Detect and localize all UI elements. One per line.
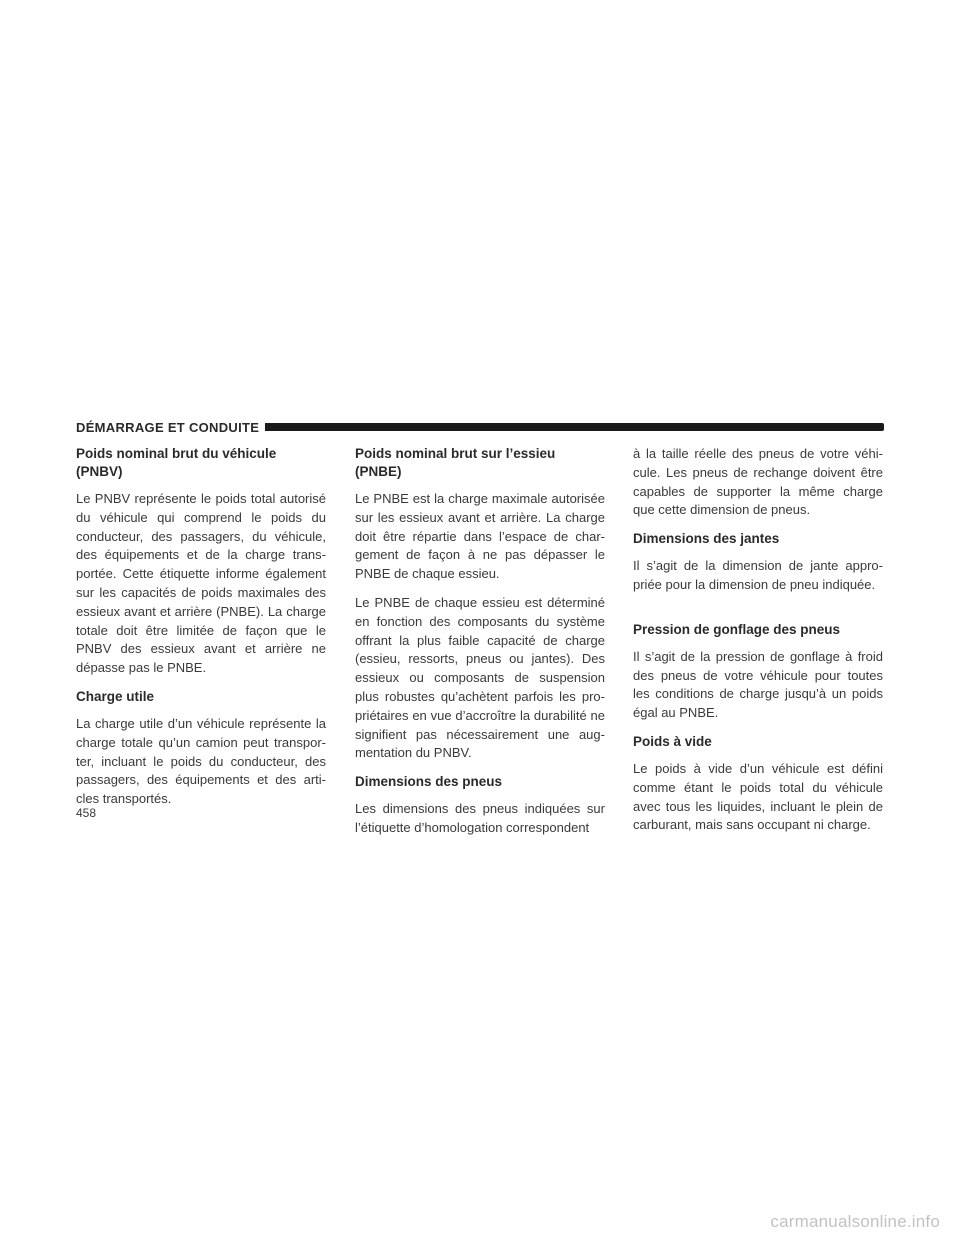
heading-charge-utile: Charge utile bbox=[76, 688, 155, 704]
watermark-text[interactable]: carmanualsonline.info bbox=[770, 1212, 940, 1231]
heading-poids-vide: Poids à vide bbox=[633, 733, 712, 749]
paragraph-pnbe: Le PNBE est la charge maximale autorisée sur les essieux avant et arrière. La charge doit être répartie dans l’espace de chargement de façon à ne pas dépasser le PNBE de chaque essieu. bbox=[355, 491, 605, 582]
section-bar bbox=[265, 423, 884, 431]
column-3 bbox=[633, 445, 883, 845]
paragraph-dimensions-pneus-cont: à la taille réelle des pneus de votre véhicule. Les pneus de rechange doivent être capables de supporter la même charge que cette dimension de pneus. bbox=[633, 446, 883, 518]
paragraph-pression-gonflage: Il s’agit de la pression de gonflage à froid des pneus de votre véhicule pour toutes les conditions de charge jusqu’à un poids égal au PNBE. bbox=[633, 648, 883, 721]
heading-dimensions-pneus: Dimensions des pneus bbox=[355, 774, 503, 790]
column-2 bbox=[355, 445, 605, 848]
paragraph-pnbe-detail: Le PNBE de chaque essieu est déterminé en fonction des composants du système offrant la plus faible capacité de charge (essieu, ressorts, pneus ou jantes). Des essieux ou composants de suspension plus robustes qu’achètent parfois les propriétaires en vue d’accroître la durabilité ne signifient pas nécessairement une augmentation du PNBV. bbox=[355, 594, 605, 761]
spacer bbox=[633, 605, 883, 621]
paragraph-poids-vide: Le poids à vide d’un véhicule est défini comme étant le poids total du véhicule avec tous les liquides, incluant le plein de carburant, mais sans occupant ni charge. bbox=[633, 760, 883, 833]
heading-pnbe: Poids nominal brut sur l’essieu (PNBE) bbox=[355, 446, 556, 479]
paragraph-charge-utile: La charge utile d’un véhicule représente la charge totale qu’un camion peut transporter, incluant le poids du conducteur, des passagers, des équipements et des articles transportés. bbox=[76, 715, 326, 807]
paragraph-dimensions-jantes: Il s’agit de la dimension de jante appropriée pour la dimension de pneu indiquée. bbox=[633, 558, 883, 592]
column-1 bbox=[76, 445, 326, 819]
page-number: 458 bbox=[76, 806, 97, 820]
paragraph-pnbv: Le PNBV représente le poids total autorisé du véhicule qui comprend le poids du conducteur, des passagers, du véhicule, des équipements et de la charge transportée. Cette étiquette informe également sur les capacités de poids maximales des essieux avant et arrière (PNBE). La charge totale doit être limitée de façon que le PNBV des essieux avant et arrière ne dépasse pas le PNBE. bbox=[76, 491, 326, 676]
section-title: DÉMARRAGE ET CONDUITE bbox=[76, 419, 260, 435]
heading-pression-gonflage: Pression de gonflage des pneus bbox=[633, 621, 841, 637]
heading-dimensions-jantes: Dimensions des jantes bbox=[633, 531, 780, 547]
paragraph-dimensions-pneus: Les dimensions des pneus indiquées sur l’étiquette d’homologation correspondent bbox=[355, 801, 605, 835]
section-header bbox=[76, 417, 884, 437]
heading-pnbv: Poids nominal brut du véhicule (PNBV) bbox=[76, 446, 277, 479]
